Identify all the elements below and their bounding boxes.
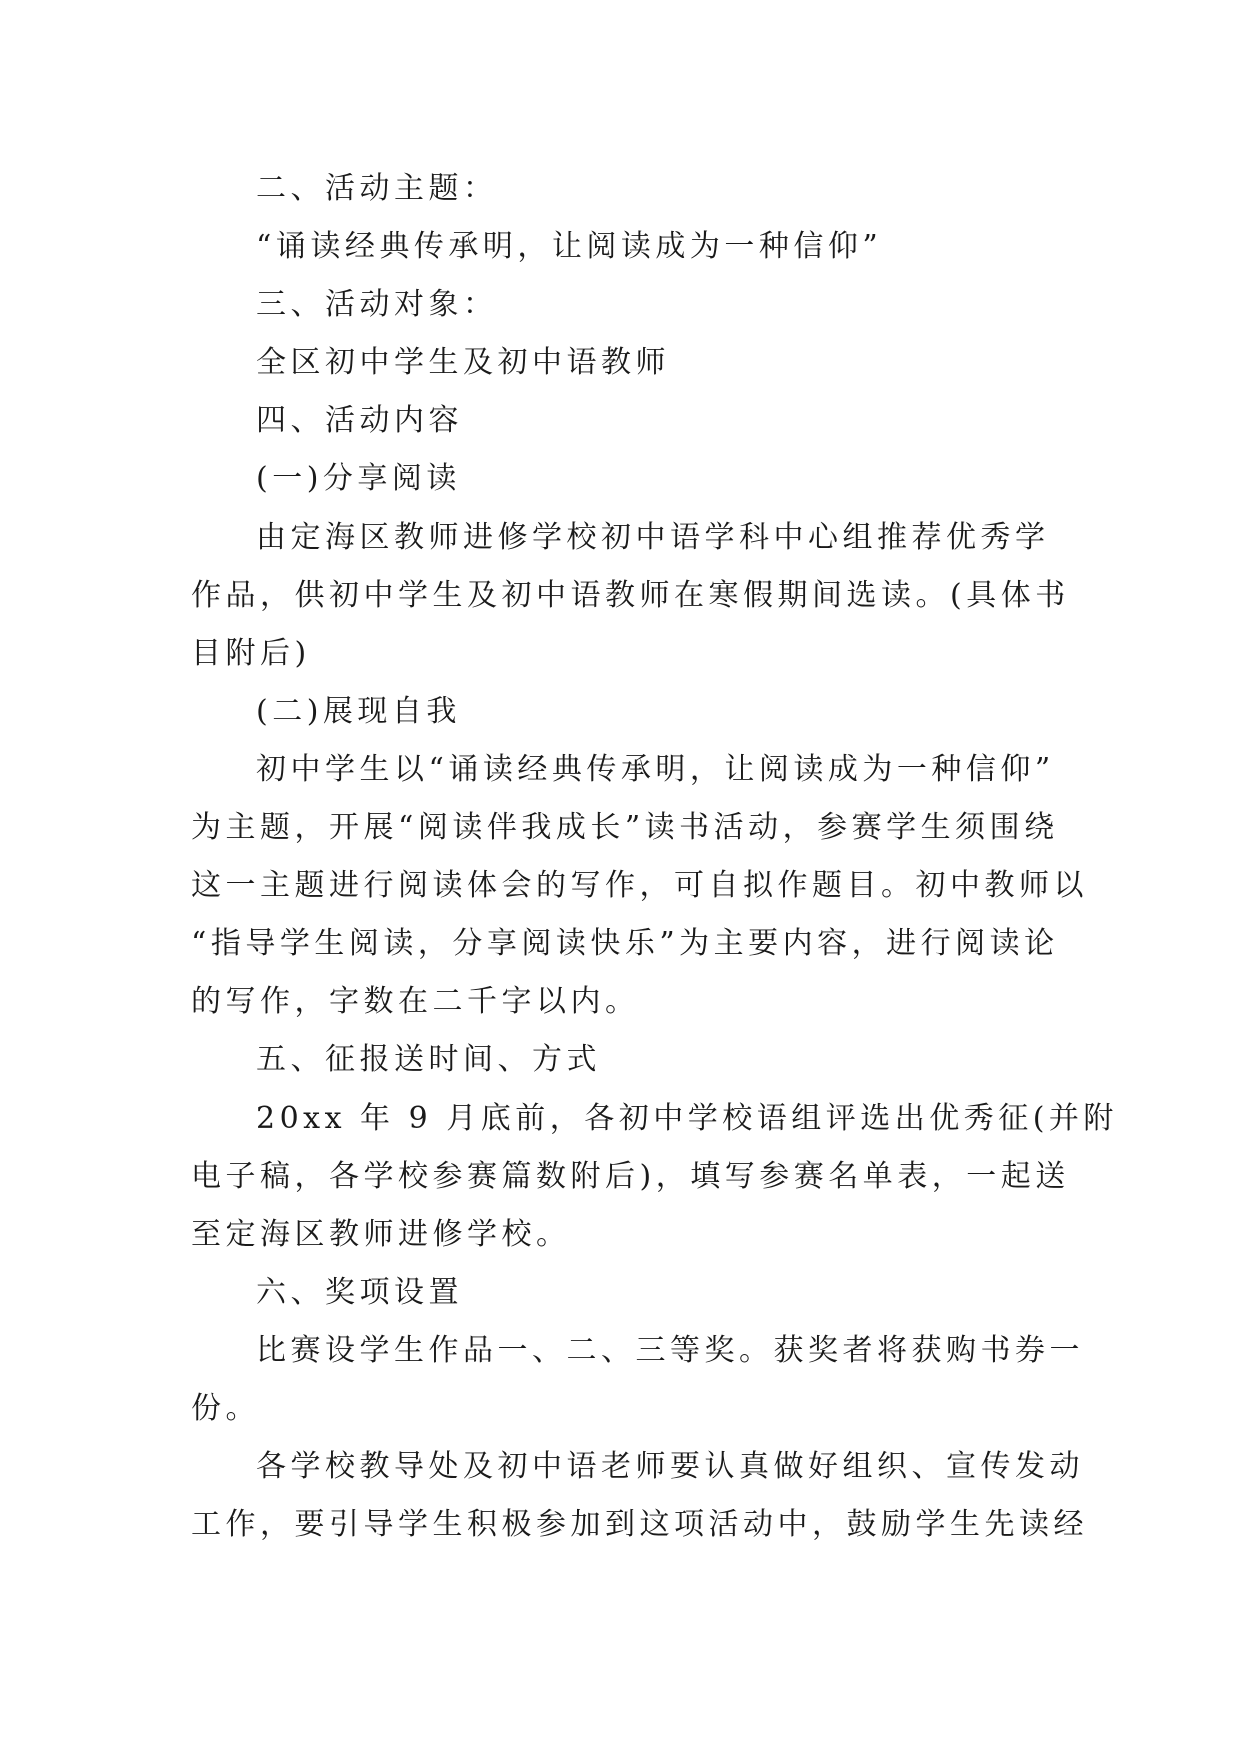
section-heading-participants: 三、活动对象： bbox=[256, 287, 498, 323]
paragraph-line: 目附后) bbox=[191, 635, 311, 671]
paragraph-line: 为主题，开展“阅读伴我成长”读书活动，参赛学生须围绕 bbox=[191, 810, 1059, 846]
paragraph-line: 工作，要引导学生积极参加到这项活动中，鼓励学生先读经 bbox=[191, 1507, 1088, 1543]
paragraph-line: 电子稿，各学校参赛篇数附后)，填写参赛名单表，一起送 bbox=[191, 1158, 1070, 1194]
section-heading-content: 四、活动内容 bbox=[256, 403, 463, 439]
document-body bbox=[191, 160, 1118, 1554]
paragraph-line: 初中学生以“诵读经典传承明，让阅读成为一种信仰” bbox=[256, 751, 1055, 787]
subsection-heading-show-yourself: (二)展现自我 bbox=[256, 693, 461, 729]
paragraph-line: 至定海区教师进修学校。 bbox=[191, 1216, 571, 1252]
paragraph-line: “指导学生阅读，分享阅读快乐”为主要内容，进行阅读论 bbox=[191, 926, 1059, 962]
paragraph-line: 作品，供初中学生及初中语教师在寒假期间选读。(具体书 bbox=[191, 577, 1070, 613]
paragraph-line: 各学校教导处及初中语老师要认真做好组织、宣传发动 bbox=[256, 1449, 1084, 1485]
theme-text: “诵读经典传承明，让阅读成为一种信仰” bbox=[256, 229, 883, 265]
paragraph-line: 的写作，字数在二千字以内。 bbox=[191, 984, 640, 1020]
paragraph-line: 比赛设学生作品一、二、三等奖。获奖者将获购书券一 bbox=[256, 1332, 1084, 1368]
paragraph-line: 这一主题进行阅读体会的写作，可自拟作题目。初中教师以 bbox=[191, 868, 1088, 904]
paragraph-line: 份。 bbox=[191, 1390, 260, 1426]
subsection-heading-share-reading: (一)分享阅读 bbox=[256, 461, 461, 497]
section-heading-awards: 六、奖项设置 bbox=[256, 1274, 463, 1310]
section-heading-submission: 五、征报送时间、方式 bbox=[256, 1042, 601, 1078]
section-heading-theme: 二、活动主题： bbox=[256, 171, 498, 206]
participants-text: 全区初中学生及初中语教师 bbox=[256, 345, 670, 381]
paragraph-line: 20xx 年 9 月底前，各初中学校语组评选出优秀征(并附 bbox=[256, 1100, 1118, 1136]
paragraph-line: 由定海区教师进修学校初中语学科中心组推荐优秀学 bbox=[256, 519, 1050, 555]
